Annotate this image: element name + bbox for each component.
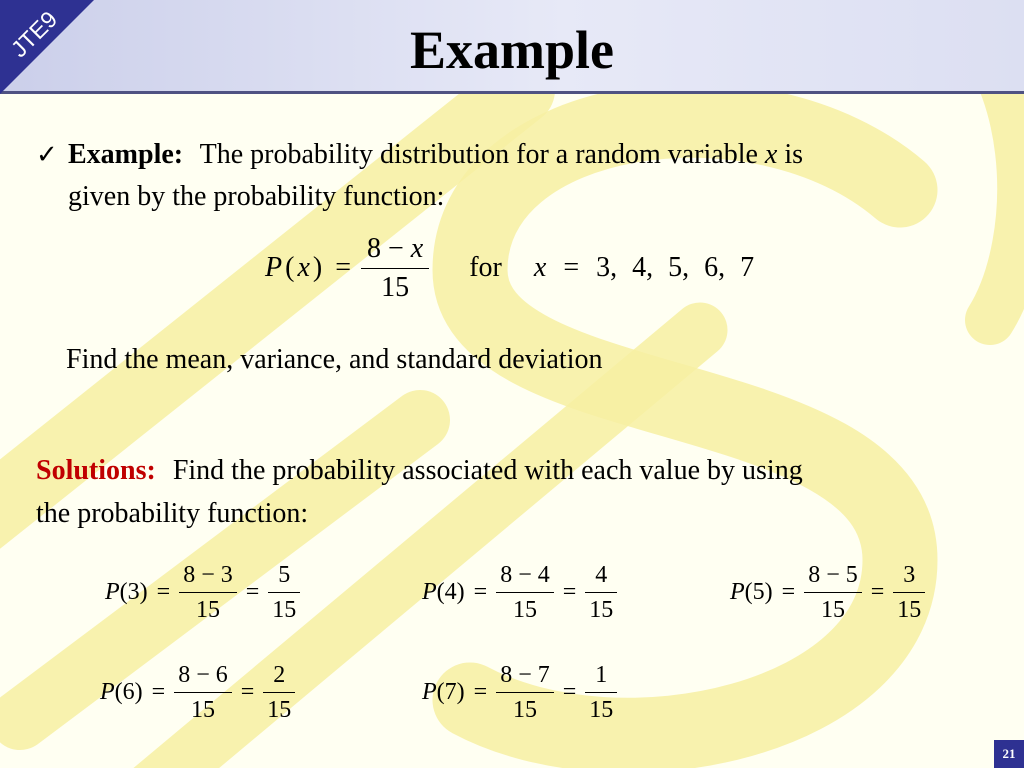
result-numerator: 8 − 7: [500, 661, 550, 688]
result-denominator: 15: [190, 696, 215, 723]
result-fraction: [496, 558, 554, 627]
result-equals: =: [240, 678, 255, 705]
page-title: Example: [409, 20, 614, 80]
result-value-numerator: 4: [595, 561, 608, 588]
check-icon: ✓: [36, 140, 58, 170]
result-numerator: 8 − 3: [183, 561, 233, 588]
example-line1-end: is: [784, 139, 804, 170]
result-fraction: [179, 558, 237, 627]
result-denominator: 15: [820, 596, 845, 623]
result-arg: (5): [744, 578, 773, 605]
result-value-denominator: 15: [589, 696, 614, 723]
result-equals: =: [562, 578, 577, 605]
formula-arg: x: [297, 252, 310, 283]
result-func: P: [422, 678, 437, 705]
result-p4: [422, 552, 617, 632]
result-value-numerator: 1: [595, 661, 608, 688]
result-func: P: [422, 578, 437, 605]
result-fraction: [174, 658, 232, 727]
solution-line1: Find the probability associated with each value by using: [172, 455, 803, 486]
probability-function-formula: [265, 226, 754, 310]
formula-close: ): [312, 252, 323, 283]
result-value-fraction: [263, 658, 295, 727]
example-label: Example:: [68, 139, 184, 170]
result-denominator: 15: [195, 596, 220, 623]
formula-func: P: [265, 252, 283, 283]
result-p7: [422, 652, 617, 732]
result-equals: =: [473, 578, 488, 605]
result-value-fraction: [585, 558, 617, 627]
result-func: P: [105, 578, 120, 605]
example-line1: The probability distribution for a random variable: [199, 139, 758, 170]
domain-equals: =: [563, 252, 580, 283]
formula-open: (: [285, 252, 295, 283]
result-value-denominator: 15: [589, 596, 614, 623]
result-value-numerator: 2: [273, 661, 286, 688]
result-denominator: 15: [512, 696, 537, 723]
domain-var: x: [533, 252, 547, 283]
result-func: P: [730, 578, 745, 605]
result-numerator: 8 − 5: [808, 561, 858, 588]
result-equals: =: [870, 578, 885, 605]
example-paragraph: [68, 134, 803, 218]
result-fraction: [496, 658, 554, 727]
result-denominator: 15: [512, 596, 537, 623]
result-value-fraction: [893, 558, 925, 627]
result-p5: [730, 552, 925, 632]
numerator-var: x: [410, 232, 424, 264]
formula-for: for: [469, 252, 502, 283]
result-equals: =: [781, 578, 796, 605]
result-arg: (6): [114, 678, 143, 705]
example-var: x: [764, 139, 778, 170]
result-value-fraction: [585, 658, 617, 727]
result-p6: [100, 652, 295, 732]
result-equals: =: [151, 678, 166, 705]
numerator-const: 8 −: [367, 232, 404, 264]
corner-tag: JTE9: [5, 5, 63, 63]
page-number: 21: [994, 740, 1024, 768]
result-fraction: [804, 558, 862, 627]
result-numerator: 8 − 4: [500, 561, 550, 588]
result-equals: =: [562, 678, 577, 705]
result-value-denominator: 15: [272, 596, 297, 623]
result-value-numerator: 3: [903, 561, 916, 588]
result-numerator: 8 − 6: [178, 661, 228, 688]
solution-paragraph: [36, 449, 803, 535]
domain-values: 3, 4, 5, 6, 7: [596, 252, 755, 283]
result-equals: =: [245, 578, 260, 605]
result-arg: (7): [436, 678, 465, 705]
solution-label: Solutions:: [36, 455, 156, 486]
formula-fraction: [361, 230, 429, 307]
result-value-fraction: [268, 558, 300, 627]
result-func: P: [100, 678, 115, 705]
solution-line2: the probability function:: [36, 498, 309, 529]
result-value-denominator: 15: [897, 596, 922, 623]
result-value-denominator: 15: [267, 696, 292, 723]
result-arg: (4): [436, 578, 465, 605]
task-text: Find the mean, variance, and standard deviation: [66, 344, 603, 375]
result-arg: (3): [119, 578, 148, 605]
formula-domain: [534, 252, 754, 284]
formula-denominator: 15: [381, 271, 410, 303]
result-equals: =: [473, 678, 488, 705]
formula-equals: =: [335, 252, 351, 283]
result-equals: =: [156, 578, 171, 605]
result-p3: [105, 552, 300, 632]
result-value-numerator: 5: [278, 561, 291, 588]
example-line2: given by the probability function:: [68, 181, 445, 212]
formula-numerator: [361, 230, 429, 268]
